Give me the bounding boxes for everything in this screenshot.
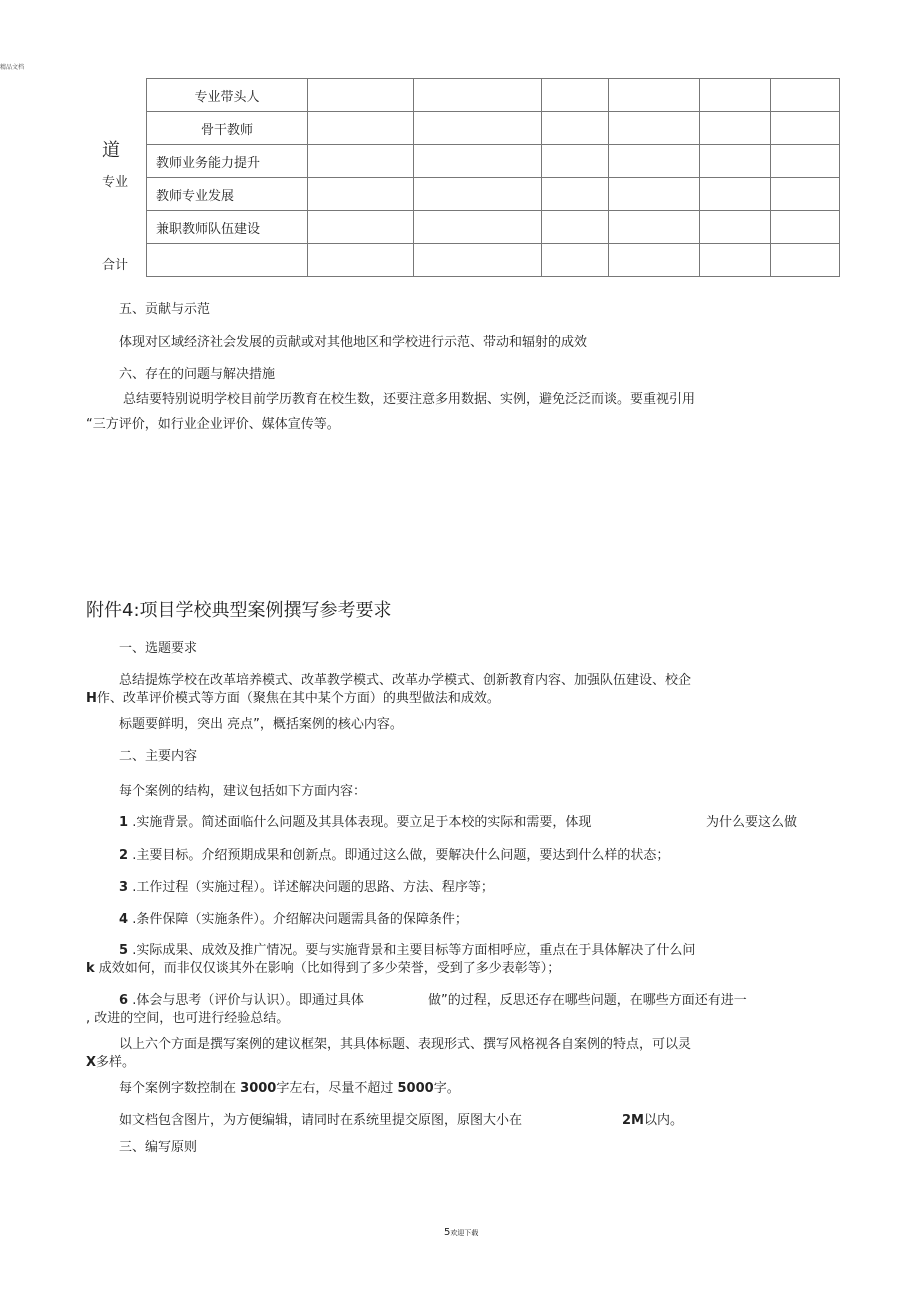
table-row [89, 244, 840, 277]
group-char: 道 [102, 139, 120, 161]
row-label: 教师专业发展 [147, 178, 308, 211]
data-table [89, 78, 840, 277]
paragraph: X多样。 [86, 1055, 136, 1070]
total-label: 合计 [102, 257, 129, 273]
attachment-title: 附件4:项目学校典型案例撰写参考要求 [86, 600, 392, 621]
table-row [89, 178, 840, 211]
row-label: 专业带头人 [147, 79, 308, 112]
table-row [89, 112, 840, 145]
table-row [89, 211, 840, 244]
paragraph: 体现对区域经济社会发展的贡献或对其他地区和学校进行示范、带动和辐射的成效 [119, 335, 588, 350]
section-heading: 一、选题要求 [119, 641, 198, 656]
row-label: 教师业务能力提升 [147, 145, 308, 178]
paragraph: 总结要特别说明学校目前学历教育在校生数，还要注意多用数据、实例，避免泛泛而谈。要重视引用 [123, 392, 696, 407]
list-item: 5 .实际成果、成效及推广情况。要与实施背景和主要目标等方面相呼应，重点在于具体解决了什么问 [119, 943, 696, 958]
list-item-tail: 为什么要这么做 [706, 815, 798, 830]
header-note: 精品文档 [0, 64, 25, 71]
paragraph: “三方评价，如行业企业评价、媒体宣传等。 [86, 417, 340, 432]
page-footer: 5欢迎下载 [444, 1227, 479, 1238]
list-item: 1 .实施背景。简述面临什么问题及其具体表现。要立足于本校的实际和需要，体现 [119, 815, 592, 830]
paragraph: H作、改革评价模式等方面（聚焦在其中某个方面）的典型做法和成效。 [86, 691, 500, 706]
section-heading: 二、主要内容 [119, 749, 198, 764]
row-label: 骨干教师 [147, 112, 308, 145]
list-item: 2 .主要目标。介绍预期成果和创新点。即通过这么做，要解决什么问题，要达到什么样的状态； [119, 848, 670, 863]
section-heading: 五、贡献与示范 [119, 302, 211, 317]
paragraph: 每个案例字数控制在 3000字左右，尽量不超过 5000字。 [119, 1081, 460, 1096]
list-item: 3 .工作过程（实施过程）。详述解决问题的思路、方法、程序等； [119, 880, 494, 895]
paragraph-tail: 2M以内。 [622, 1113, 683, 1128]
row-label: 兼职教师队伍建设 [147, 211, 308, 244]
group-label: 专业 [102, 174, 129, 190]
paragraph: 标题要鲜明，突出 亮点”，概括案例的核心内容。 [119, 717, 403, 732]
paragraph: 如文档包含图片，为方便编辑，请同时在系统里提交原图，原图大小在 [119, 1113, 523, 1128]
list-item-continuation: k 成效如何，而非仅仅谈其外在影响（比如得到了多少荣誉，受到了多少表彰等）； [86, 961, 561, 976]
paragraph: 以上六个方面是撰写案例的建议框架，其具体标题、表现形式、撰写风格视各自案例的特点，可以灵 [119, 1037, 692, 1052]
table-row [89, 145, 840, 178]
section-heading: 六、存在的问题与解决措施 [119, 367, 276, 382]
list-item: 4 .条件保障（实施条件）。介绍解决问题需具备的保障条件； [119, 912, 468, 927]
table-row [89, 79, 840, 112]
paragraph: 总结提炼学校在改革培养模式、改革教学模式、改革办学模式、创新教育内容、加强队伍建设、校企 [119, 673, 692, 688]
section-heading: 三、编写原则 [119, 1140, 198, 1155]
list-item-continuation: , 改进的空间，也可进行经验总结。 [86, 1011, 290, 1026]
list-item-tail: 做”的过程，反思还存在哪些问题，在哪些方面还有进一 [428, 993, 747, 1008]
paragraph: 每个案例的结构，建议包括如下方面内容： [119, 784, 367, 799]
list-item: 6 .体会与思考（评价与认识）。即通过具体 [119, 993, 364, 1008]
